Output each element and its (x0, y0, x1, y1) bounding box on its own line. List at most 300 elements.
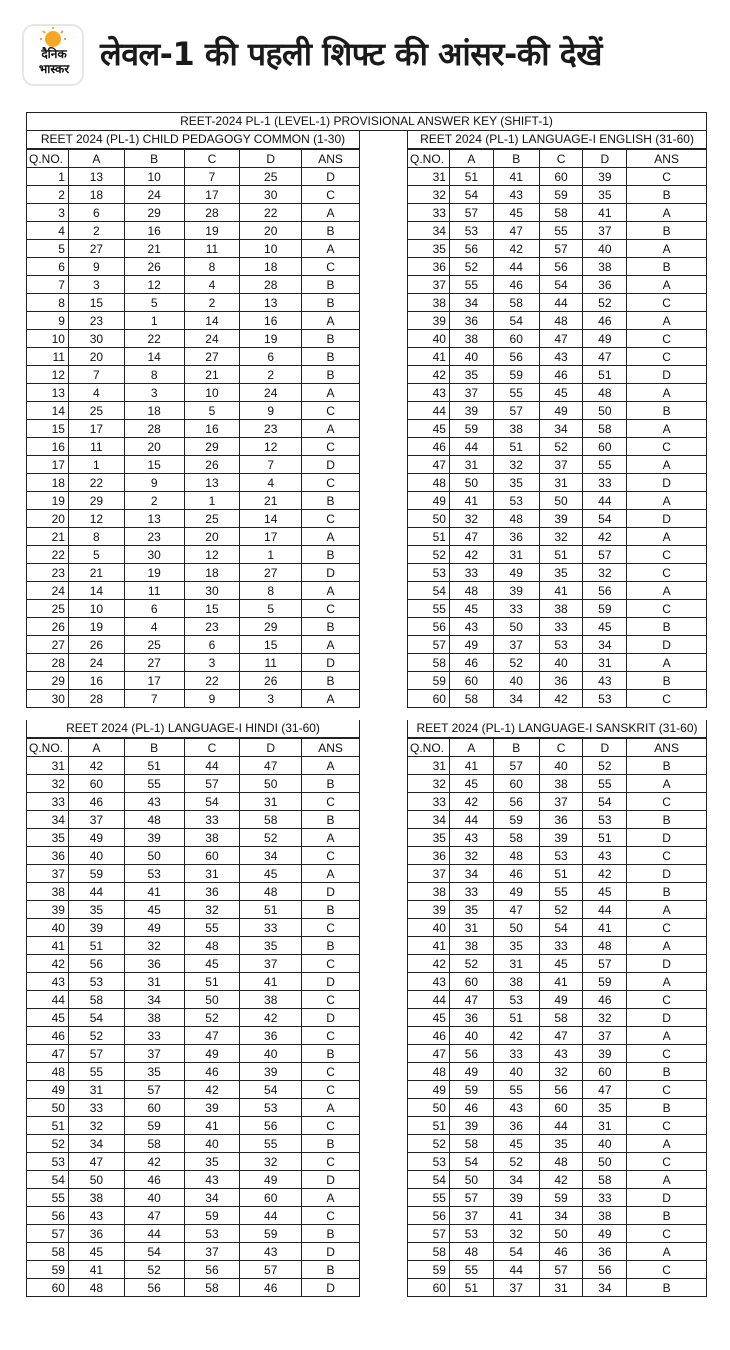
cell-option-a: 52 (449, 955, 493, 973)
table-row (408, 1063, 707, 1081)
table-row (408, 1243, 707, 1261)
cell-option-a: 16 (68, 672, 124, 690)
cell-option-c: 39 (539, 829, 583, 847)
table-row (408, 240, 707, 258)
cell-option-c: 6 (184, 636, 240, 654)
cell-option-b: 29 (124, 204, 184, 222)
cell-option-d: 34 (583, 1279, 627, 1297)
table-row (27, 1081, 360, 1099)
cell-option-c: 37 (539, 793, 583, 811)
cell-option-a: 51 (449, 1279, 493, 1297)
cell-qno: 50 (408, 510, 450, 528)
cell-qno: 26 (27, 618, 69, 636)
cell-option-d: 13 (240, 294, 302, 312)
cell-answer: A (627, 276, 707, 294)
cell-option-b: 36 (493, 528, 539, 546)
column-header-option-c: C (184, 739, 240, 757)
cell-option-a: 59 (449, 1081, 493, 1099)
table-row (27, 564, 360, 582)
cell-answer: A (627, 1135, 707, 1153)
cell-option-c: 44 (539, 1117, 583, 1135)
cell-qno: 38 (408, 294, 450, 312)
column-header-answer: ANS (302, 150, 360, 168)
cell-option-d: 58 (240, 811, 302, 829)
cell-answer: A (302, 240, 360, 258)
cell-option-d: 57 (583, 955, 627, 973)
table-row (408, 1261, 707, 1279)
cell-option-d: 42 (583, 528, 627, 546)
cell-option-c: 31 (539, 1279, 583, 1297)
table-row (408, 510, 707, 528)
cell-answer: B (302, 492, 360, 510)
cell-qno: 9 (27, 312, 69, 330)
table-row (27, 919, 360, 937)
cell-option-d: 19 (240, 330, 302, 348)
table-row (408, 811, 707, 829)
cell-option-a: 50 (449, 1171, 493, 1189)
cell-option-d: 47 (583, 1081, 627, 1099)
answer-key-table (26, 149, 360, 708)
cell-answer: D (627, 636, 707, 654)
cell-answer: A (627, 1171, 707, 1189)
cell-option-a: 44 (68, 883, 124, 901)
table-row (408, 348, 707, 366)
panel-title: REET 2024 (PL-1) LANGUAGE-I HINDI (31-60) (26, 720, 360, 738)
cell-option-d: 17 (240, 528, 302, 546)
cell-answer: C (627, 168, 707, 186)
cell-option-a: 27 (68, 240, 124, 258)
cell-option-c: 60 (539, 1099, 583, 1117)
cell-option-b: 52 (493, 1153, 539, 1171)
cell-option-c: 53 (539, 847, 583, 865)
cell-option-b: 20 (124, 438, 184, 456)
cell-answer: B (627, 811, 707, 829)
cell-option-b: 44 (124, 1225, 184, 1243)
cell-option-b: 30 (124, 546, 184, 564)
table-row (27, 276, 360, 294)
cell-option-c: 43 (184, 1171, 240, 1189)
cell-option-c: 46 (539, 1243, 583, 1261)
cell-option-c: 31 (184, 865, 240, 883)
cell-option-a: 52 (68, 1027, 124, 1045)
cell-answer: C (627, 1153, 707, 1171)
cell-option-b: 34 (493, 1171, 539, 1189)
cell-qno: 37 (408, 865, 450, 883)
table-row (27, 528, 360, 546)
cell-option-d: 10 (240, 240, 302, 258)
cell-answer: D (302, 883, 360, 901)
cell-option-d: 40 (583, 1135, 627, 1153)
cell-option-a: 40 (449, 1027, 493, 1045)
cell-option-d: 52 (240, 829, 302, 847)
cell-qno: 42 (408, 366, 450, 384)
cell-answer: A (302, 690, 360, 708)
cell-option-b: 50 (493, 618, 539, 636)
table-row (408, 330, 707, 348)
cell-option-c: 54 (539, 919, 583, 937)
cell-option-a: 60 (449, 672, 493, 690)
cell-option-a: 44 (449, 811, 493, 829)
cell-option-a: 42 (449, 793, 493, 811)
cell-option-a: 28 (68, 690, 124, 708)
cell-option-c: 60 (184, 847, 240, 865)
table-row (408, 420, 707, 438)
table-row (408, 919, 707, 937)
cell-answer: D (302, 654, 360, 672)
cell-qno: 45 (408, 1009, 450, 1027)
cell-option-b: 6 (124, 600, 184, 618)
cell-qno: 34 (408, 222, 450, 240)
cell-option-a: 36 (449, 1009, 493, 1027)
column-header-qno: Q.NO. (27, 150, 69, 168)
cell-qno: 34 (408, 811, 450, 829)
cell-option-c: 42 (539, 690, 583, 708)
cell-qno: 34 (27, 811, 69, 829)
cell-option-b: 60 (124, 1099, 184, 1117)
cell-option-c: 57 (539, 240, 583, 258)
table-row (27, 690, 360, 708)
column-header-option-b: B (124, 150, 184, 168)
cell-option-b: 51 (124, 757, 184, 775)
table-row (408, 438, 707, 456)
cell-qno: 51 (408, 528, 450, 546)
cell-qno: 40 (408, 919, 450, 937)
cell-answer: C (302, 186, 360, 204)
cell-option-c: 46 (184, 1063, 240, 1081)
cell-option-a: 17 (68, 420, 124, 438)
table-row (27, 1207, 360, 1225)
cell-option-d: 38 (240, 991, 302, 1009)
table-row (408, 258, 707, 276)
cell-option-d: 39 (240, 1063, 302, 1081)
table-row (408, 1045, 707, 1063)
cell-option-b: 25 (124, 636, 184, 654)
cell-option-b: 37 (493, 1279, 539, 1297)
cell-option-d: 54 (583, 510, 627, 528)
cell-option-b: 23 (124, 528, 184, 546)
cell-answer: C (627, 546, 707, 564)
cell-option-b: 47 (493, 901, 539, 919)
cell-option-c: 35 (539, 1135, 583, 1153)
table-row (408, 775, 707, 793)
cell-option-b: 40 (493, 672, 539, 690)
cell-answer: D (302, 1243, 360, 1261)
cell-option-a: 29 (68, 492, 124, 510)
cell-qno: 18 (27, 474, 69, 492)
cell-option-b: 58 (493, 829, 539, 847)
cell-option-c: 40 (539, 757, 583, 775)
cell-answer: C (627, 600, 707, 618)
cell-qno: 58 (408, 1243, 450, 1261)
cell-option-b: 26 (124, 258, 184, 276)
cell-option-a: 41 (449, 492, 493, 510)
cell-answer: A (627, 901, 707, 919)
cell-answer: C (627, 564, 707, 582)
table-row (27, 546, 360, 564)
cell-option-c: 52 (184, 1009, 240, 1027)
cell-option-b: 43 (124, 793, 184, 811)
cell-option-a: 18 (68, 186, 124, 204)
cell-answer: B (302, 618, 360, 636)
cell-option-a: 35 (449, 901, 493, 919)
cell-option-a: 4 (68, 384, 124, 402)
cell-option-c: 29 (184, 438, 240, 456)
cell-option-c: 35 (539, 564, 583, 582)
cell-option-c: 50 (539, 1225, 583, 1243)
cell-qno: 35 (27, 829, 69, 847)
table-row (27, 937, 360, 955)
panel-title: REET 2024 (PL-1) LANGUAGE-I ENGLISH (31-60) (407, 131, 707, 149)
cell-option-d: 59 (583, 600, 627, 618)
cell-answer: A (302, 865, 360, 883)
cell-option-b: 31 (493, 955, 539, 973)
table-row (408, 955, 707, 973)
cell-option-d: 8 (240, 582, 302, 600)
cell-option-b: 39 (493, 1189, 539, 1207)
table-row (27, 991, 360, 1009)
cell-answer: B (302, 1135, 360, 1153)
cell-option-a: 6 (68, 204, 124, 222)
cell-option-d: 39 (583, 168, 627, 186)
cell-qno: 52 (408, 1135, 450, 1153)
cell-qno: 55 (408, 1189, 450, 1207)
cell-option-d: 31 (583, 1117, 627, 1135)
cell-answer: C (302, 258, 360, 276)
cell-option-b: 44 (493, 258, 539, 276)
cell-answer: C (627, 1045, 707, 1063)
cell-option-b: 59 (493, 811, 539, 829)
cell-option-c: 58 (184, 1279, 240, 1297)
cell-option-c: 10 (184, 384, 240, 402)
cell-qno: 32 (408, 186, 450, 204)
cell-option-d: 47 (583, 348, 627, 366)
cell-answer: A (302, 829, 360, 847)
cell-option-b: 36 (493, 1117, 539, 1135)
cell-option-a: 60 (68, 775, 124, 793)
cell-option-d: 4 (240, 474, 302, 492)
table-row (27, 1045, 360, 1063)
cell-answer: B (302, 901, 360, 919)
cell-option-b: 45 (493, 1135, 539, 1153)
cell-answer: D (302, 564, 360, 582)
cell-option-d: 15 (240, 636, 302, 654)
cell-option-c: 42 (539, 1171, 583, 1189)
cell-option-d: 45 (240, 865, 302, 883)
cell-qno: 56 (408, 618, 450, 636)
cell-option-c: 39 (539, 510, 583, 528)
table-row (408, 384, 707, 402)
cell-option-c: 56 (539, 1081, 583, 1099)
cell-answer: B (627, 258, 707, 276)
table-row (408, 366, 707, 384)
table-row (408, 1207, 707, 1225)
cell-option-a: 49 (68, 829, 124, 847)
cell-answer: C (627, 847, 707, 865)
cell-option-c: 14 (184, 312, 240, 330)
cell-option-b: 22 (124, 330, 184, 348)
cell-option-d: 50 (583, 1153, 627, 1171)
answer-key-sheet (26, 112, 707, 1310)
cell-option-d: 53 (583, 690, 627, 708)
table-row (27, 312, 360, 330)
cell-option-a: 23 (68, 312, 124, 330)
cell-option-b: 12 (124, 276, 184, 294)
cell-answer: C (302, 1207, 360, 1225)
cell-option-b: 53 (493, 991, 539, 1009)
cell-option-c: 55 (184, 919, 240, 937)
cell-option-c: 51 (184, 973, 240, 991)
cell-option-d: 1 (240, 546, 302, 564)
cell-answer: D (302, 973, 360, 991)
cell-option-a: 55 (449, 276, 493, 294)
cell-option-d: 14 (240, 510, 302, 528)
cell-answer: B (302, 222, 360, 240)
cell-qno: 54 (408, 582, 450, 600)
cell-qno: 2 (27, 186, 69, 204)
cell-option-d: 24 (240, 384, 302, 402)
table-row (408, 1171, 707, 1189)
cell-option-c: 58 (539, 1009, 583, 1027)
cell-option-d: 35 (583, 186, 627, 204)
cell-option-c: 58 (539, 204, 583, 222)
cell-option-a: 60 (449, 973, 493, 991)
cell-option-a: 20 (68, 348, 124, 366)
cell-option-d: 34 (583, 636, 627, 654)
cell-option-b: 48 (493, 847, 539, 865)
cell-qno: 37 (27, 865, 69, 883)
cell-option-c: 37 (539, 456, 583, 474)
cell-option-c: 41 (539, 582, 583, 600)
cell-option-a: 53 (449, 1225, 493, 1243)
cell-option-d: 60 (240, 1189, 302, 1207)
cell-option-b: 24 (124, 186, 184, 204)
cell-qno: 6 (27, 258, 69, 276)
cell-option-d: 41 (240, 973, 302, 991)
cell-option-c: 50 (539, 492, 583, 510)
cell-answer: D (627, 955, 707, 973)
table-row (27, 654, 360, 672)
cell-option-a: 33 (68, 1099, 124, 1117)
cell-option-b: 41 (493, 168, 539, 186)
cell-option-d: 57 (240, 1261, 302, 1279)
table-row (27, 510, 360, 528)
cell-option-b: 46 (493, 865, 539, 883)
cell-option-c: 33 (539, 618, 583, 636)
cell-qno: 28 (27, 654, 69, 672)
cell-option-a: 46 (449, 1099, 493, 1117)
cell-answer: D (627, 366, 707, 384)
cell-option-b: 33 (124, 1027, 184, 1045)
table-row (408, 1279, 707, 1297)
cell-option-c: 44 (184, 757, 240, 775)
cell-option-c: 57 (539, 1261, 583, 1279)
cell-answer: C (302, 1063, 360, 1081)
cell-answer: C (302, 919, 360, 937)
cell-option-b: 59 (493, 366, 539, 384)
cell-option-b: 57 (493, 402, 539, 420)
column-header-option-d: D (583, 739, 627, 757)
cell-option-a: 31 (449, 919, 493, 937)
cell-option-b: 55 (493, 384, 539, 402)
cell-option-c: 13 (184, 474, 240, 492)
cell-option-d: 5 (240, 600, 302, 618)
cell-option-d: 9 (240, 402, 302, 420)
cell-option-a: 50 (68, 1171, 124, 1189)
cell-option-d: 18 (240, 258, 302, 276)
cell-option-c: 8 (184, 258, 240, 276)
cell-answer: B (627, 672, 707, 690)
cell-option-a: 49 (449, 1063, 493, 1081)
cell-qno: 35 (408, 829, 450, 847)
cell-option-a: 15 (68, 294, 124, 312)
column-header-qno: Q.NO. (27, 739, 69, 757)
cell-option-a: 57 (449, 204, 493, 222)
cell-option-a: 58 (449, 1135, 493, 1153)
cell-option-b: 50 (493, 919, 539, 937)
cell-option-a: 56 (449, 240, 493, 258)
cell-answer: D (302, 456, 360, 474)
cell-option-a: 51 (68, 937, 124, 955)
table-row (27, 883, 360, 901)
cell-option-b: 15 (124, 456, 184, 474)
cell-option-a: 43 (68, 1207, 124, 1225)
cell-option-d: 49 (583, 1225, 627, 1243)
table-row (408, 186, 707, 204)
cell-option-b: 45 (493, 204, 539, 222)
cell-answer: A (627, 492, 707, 510)
cell-option-b: 27 (124, 654, 184, 672)
cell-option-a: 35 (449, 366, 493, 384)
cell-option-d: 54 (240, 1081, 302, 1099)
column-header-answer: ANS (302, 739, 360, 757)
cell-option-a: 36 (449, 312, 493, 330)
cell-option-c: 34 (184, 1189, 240, 1207)
cell-qno: 29 (27, 672, 69, 690)
cell-option-a: 14 (68, 582, 124, 600)
cell-qno: 5 (27, 240, 69, 258)
cell-answer: B (627, 222, 707, 240)
cell-answer: C (302, 991, 360, 1009)
table-row (408, 883, 707, 901)
cell-option-c: 31 (539, 474, 583, 492)
cell-answer: C (302, 1027, 360, 1045)
cell-answer: B (627, 402, 707, 420)
cell-option-a: 8 (68, 528, 124, 546)
cell-option-c: 60 (539, 168, 583, 186)
cell-option-b: 34 (124, 991, 184, 1009)
cell-option-b: 42 (124, 1153, 184, 1171)
cell-option-d: 43 (240, 1243, 302, 1261)
cell-option-d: 33 (240, 919, 302, 937)
cell-option-d: 33 (583, 474, 627, 492)
cell-option-c: 43 (539, 1045, 583, 1063)
cell-qno: 23 (27, 564, 69, 582)
cell-option-a: 26 (68, 636, 124, 654)
column-header-answer: ANS (627, 739, 707, 757)
cell-option-b: 32 (124, 937, 184, 955)
table-row (408, 1027, 707, 1045)
cell-option-b: 54 (124, 1243, 184, 1261)
cell-option-b: 17 (124, 672, 184, 690)
cell-qno: 39 (408, 312, 450, 330)
column-header-option-c: C (184, 150, 240, 168)
cell-option-c: 32 (184, 901, 240, 919)
cell-qno: 49 (408, 492, 450, 510)
cell-option-d: 36 (240, 1027, 302, 1045)
cell-option-c: 53 (184, 1225, 240, 1243)
cell-option-c: 49 (184, 1045, 240, 1063)
cell-option-b: 7 (124, 690, 184, 708)
